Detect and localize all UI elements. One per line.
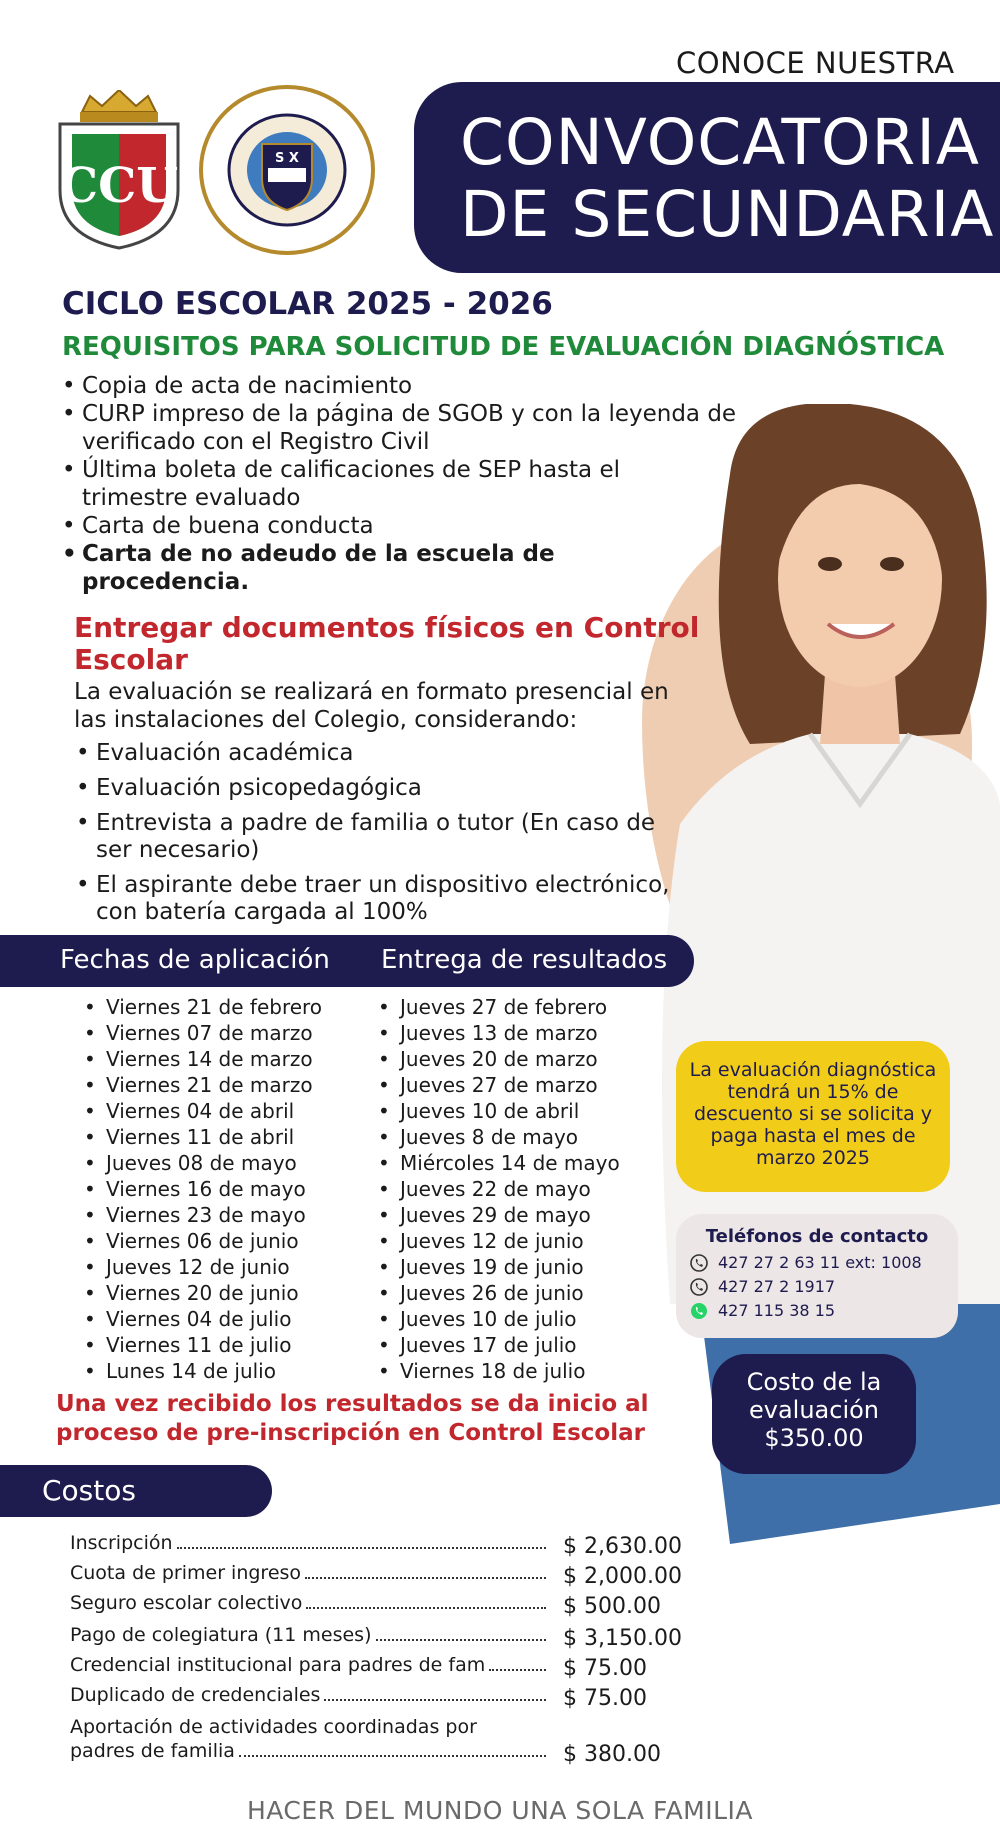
list-item: • Jueves 27 de febrero — [378, 994, 620, 1020]
title-panel — [414, 82, 1000, 273]
discount-promo: La evaluación diagnóstica tendrá un 15% de descuento si se solicita y paga hasta el mes de marzo 2025 — [676, 1041, 950, 1192]
header-kicker: CONOCE NUESTRA — [676, 46, 955, 80]
list-item: • Viernes 14 de marzo — [84, 1046, 322, 1072]
title-line-1: CONVOCATORIA — [460, 106, 980, 179]
evaluation-cost-badge — [712, 1354, 916, 1474]
cost-label: Aportación de actividades coordinadas por — [70, 1716, 477, 1738]
list-item: • Lunes 14 de julio — [84, 1358, 322, 1384]
ccu-logo — [54, 90, 184, 250]
cost-value: $ 380.00 — [563, 1742, 661, 1767]
list-item: • Jueves 12 de junio — [84, 1254, 322, 1280]
cost-label: Cuota de primer ingreso — [70, 1562, 302, 1584]
list-item: • Jueves 27 de marzo — [378, 1072, 620, 1098]
preinscripcion-notice: Una vez recibido los resultados se da inicio al proceso de pre-inscripción en Control Escolar — [56, 1391, 649, 1446]
list-item: • Jueves 13 de marzo — [378, 1020, 620, 1046]
xaverianos-logo — [198, 84, 376, 256]
cost-amount: $350.00 — [764, 1424, 864, 1452]
ccu-letters: CCU — [59, 158, 179, 214]
list-item: • Evaluación académica — [74, 740, 714, 767]
list-item: • Evaluación psicopedagógica — [74, 775, 714, 802]
phone-row[interactable] — [690, 1275, 944, 1299]
fechas-header: Fechas de aplicación — [60, 945, 330, 975]
cost-label-continued: padres de familia — [70, 1740, 235, 1762]
cost-value: $ 2,630.00 — [563, 1534, 682, 1559]
requisitos-list — [60, 372, 780, 596]
list-item: • Jueves 10 de abril — [378, 1098, 620, 1124]
cost-row — [70, 1562, 550, 1584]
cost-row — [70, 1532, 550, 1554]
list-item: • Copia de acta de nacimiento — [60, 372, 780, 400]
contact-box — [676, 1214, 958, 1338]
list-item: • Viernes 11 de julio — [84, 1332, 322, 1358]
list-item: • Viernes 11 de abril — [84, 1124, 322, 1150]
list-item: • Jueves 10 de julio — [378, 1306, 620, 1332]
list-item: • Viernes 04 de julio — [84, 1306, 322, 1332]
list-item: • Viernes 23 de mayo — [84, 1202, 322, 1228]
list-item: • Jueves 19 de junio — [378, 1254, 620, 1280]
phone-icon — [690, 1278, 708, 1296]
cost-value: $ 2,000.00 — [563, 1564, 682, 1589]
cost-line-2: evaluación — [748, 1396, 880, 1424]
list-item: • Viernes 04 de abril — [84, 1098, 322, 1124]
list-item: • Viernes 18 de julio — [378, 1358, 620, 1384]
list-item: • Jueves 08 de mayo — [84, 1150, 322, 1176]
list-item: • Viernes 06 de junio — [84, 1228, 322, 1254]
contact-title: Teléfonos de contacto — [705, 1226, 929, 1247]
phone-number: 427 115 38 15 — [718, 1301, 836, 1320]
entrega-header: Entrega de resultados — [381, 945, 668, 975]
entregar-notice: Entregar documentos físicos en Control Escolar — [74, 611, 700, 676]
cost-value: $ 75.00 — [563, 1686, 647, 1711]
list-item: • Viernes 20 de junio — [84, 1280, 322, 1306]
evaluaciones-list — [74, 740, 714, 934]
list-item: • Miércoles 14 de mayo — [378, 1150, 620, 1176]
list-item: • Jueves 20 de marzo — [378, 1046, 620, 1072]
cost-value: $ 500.00 — [563, 1594, 661, 1619]
cost-row — [70, 1684, 550, 1706]
list-item: • Viernes 21 de marzo — [84, 1072, 322, 1098]
cost-label: Duplicado de credenciales — [70, 1684, 321, 1706]
fechas-list — [84, 994, 322, 1384]
phone-icon — [690, 1254, 708, 1272]
list-item: • Carta de no adeudo de la escuela de procedencia. — [60, 540, 560, 596]
cost-line-1: Costo de la — [746, 1368, 882, 1396]
whatsapp-icon — [690, 1302, 708, 1320]
cost-label: Pago de colegiatura (11 meses) — [70, 1624, 372, 1646]
list-item: • Jueves 8 de mayo — [378, 1124, 620, 1150]
cost-label: Seguro escolar colectivo — [70, 1592, 303, 1614]
list-item: • Jueves 22 de mayo — [378, 1176, 620, 1202]
list-item: • Jueves 17 de julio — [378, 1332, 620, 1358]
list-item: • Jueves 29 de mayo — [378, 1202, 620, 1228]
cost-row — [70, 1740, 550, 1762]
requisitos-title: REQUISITOS PARA SOLICITUD DE EVALUACIÓN DIAGNÓSTICA — [62, 332, 945, 362]
cost-label: Inscripción — [70, 1532, 173, 1554]
ciclo-escolar: CICLO ESCOLAR 2025 - 2026 — [62, 286, 553, 322]
evaluacion-intro: La evaluación se realizará en formato presencial en las instalaciones del Colegio, considerando: — [74, 679, 669, 733]
list-item: • Jueves 12 de junio — [378, 1228, 620, 1254]
list-item: • El aspirante debe traer un dispositivo electrónico, con batería cargada al 100% — [74, 872, 714, 926]
list-item: • Viernes 21 de febrero — [84, 994, 322, 1020]
footer-slogan: HACER DEL MUNDO UNA SOLA FAMILIA — [246, 1796, 754, 1825]
cost-value: $ 75.00 — [563, 1656, 647, 1681]
cost-row — [70, 1624, 550, 1646]
list-item: • CURP impreso de la página de SGOB y con la leyenda de verificado con el Registro Civil — [60, 400, 740, 456]
whatsapp-row[interactable] — [690, 1299, 944, 1323]
list-item: • Viernes 16 de mayo — [84, 1176, 322, 1202]
cost-row — [70, 1592, 550, 1614]
list-item: • Última boleta de calificaciones de SEP hasta el trimestre evaluado — [60, 456, 640, 512]
list-item: • Jueves 26 de junio — [378, 1280, 620, 1306]
xav-shield-text: S X — [275, 151, 299, 166]
costos-header: Costos — [42, 1474, 136, 1507]
resultados-list — [378, 994, 620, 1384]
list-item: • Carta de buena conducta — [60, 512, 780, 540]
title-line-2: DE SECUNDARIA — [460, 178, 995, 251]
cost-row — [70, 1654, 550, 1676]
phone-row[interactable] — [690, 1251, 944, 1275]
cost-value: $ 3,150.00 — [563, 1626, 682, 1651]
phone-number: 427 27 2 1917 — [718, 1277, 836, 1296]
cost-label: Credencial institucional para padres de fam — [70, 1654, 486, 1676]
cost-row — [70, 1716, 550, 1738]
list-item: • Viernes 07 de marzo — [84, 1020, 322, 1046]
costos-header-bar — [0, 1465, 272, 1517]
phone-number: 427 27 2 63 11 ext: 1008 — [718, 1253, 922, 1272]
list-item: • Entrevista a padre de familia o tutor (En caso de ser necesario) — [74, 810, 694, 864]
